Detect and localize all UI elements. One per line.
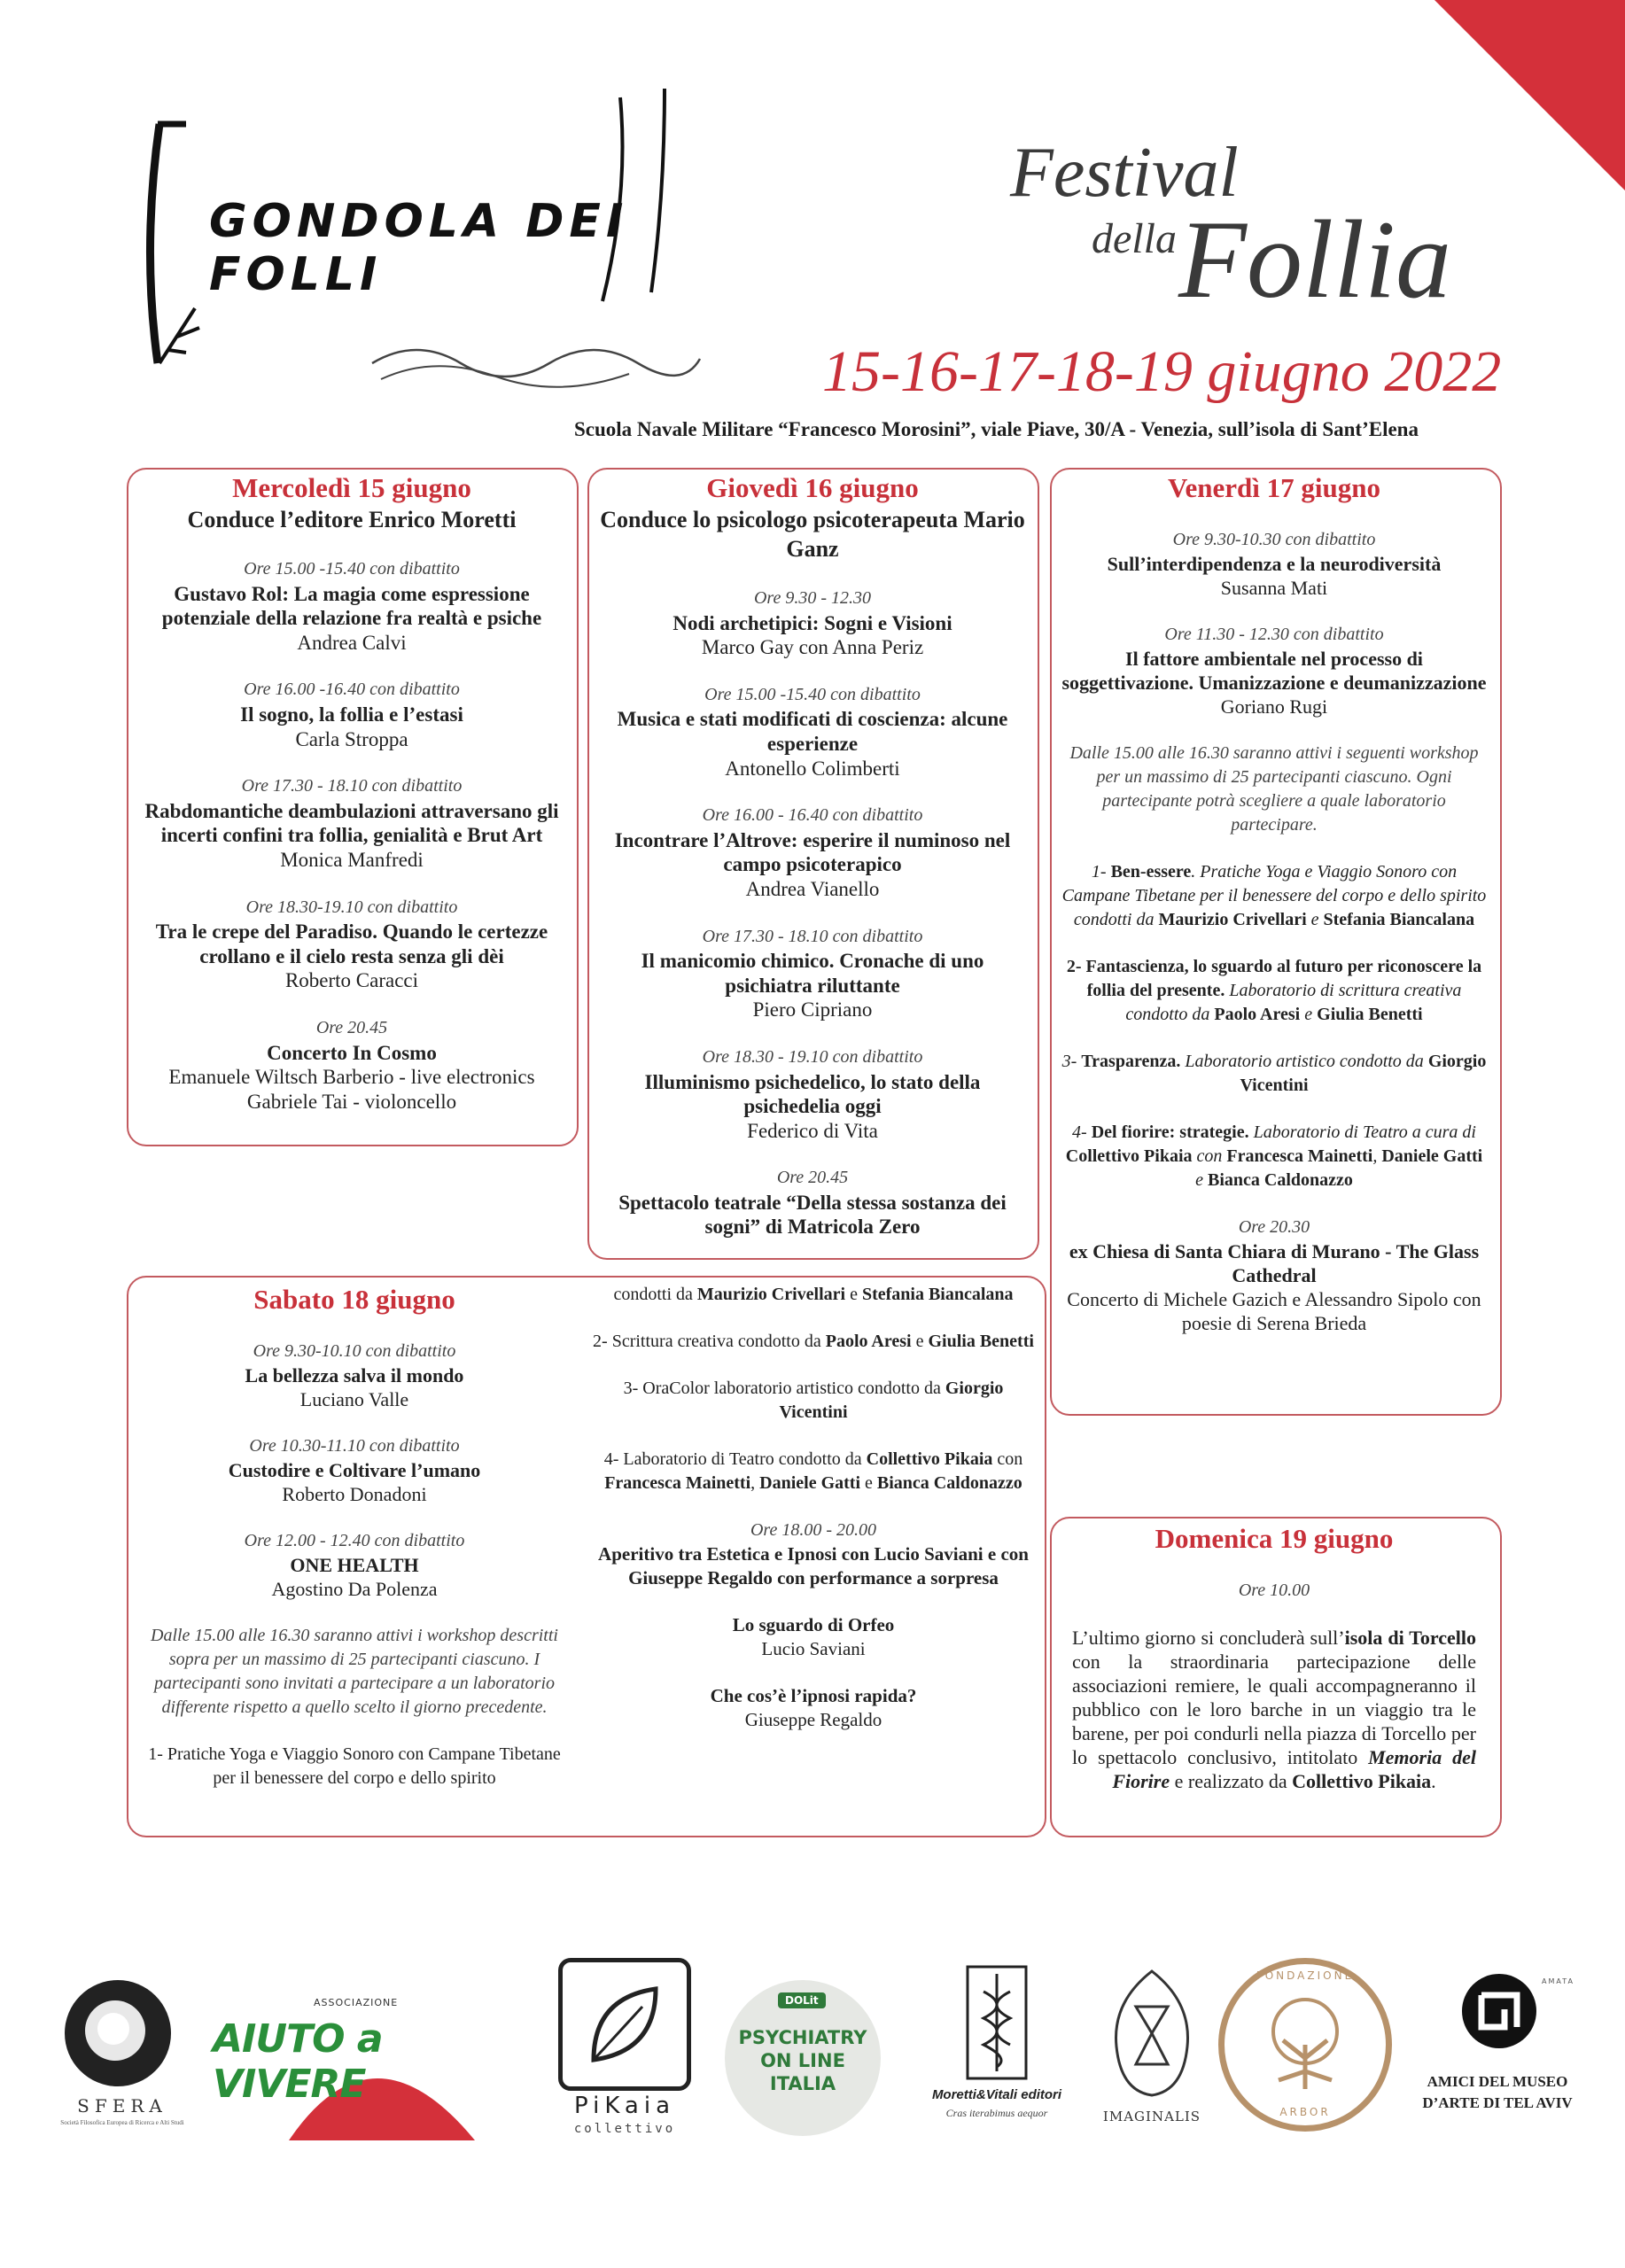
event-time: Ore 9.30-10.10 con dibattito [253,1341,456,1361]
closing-description: L’ultimo giorno si concluderà sull’isola di Torcello con la straordinaria partecipazione delle associazioni remiere, le quali accompagneranno il pubblico con le loro barche in un viaggio tra le barene, per poi condurli nella piazza di Torcello per lo spettacolo conclusivo, intitolato Memoria del Fiorire e realizzato da Collettivo Pikaia. [1072,1627,1476,1792]
saturday-column-left [142,1283,567,1790]
imaginalis-logo: IMAGINALIS [1099,1967,1205,2144]
corner-triangle [1435,0,1625,190]
host: Conduce lo psicologo psicoterapeuta Mario Ganz [600,507,1025,562]
event-title: Gustavo Rol: La magia come espressione potenziale della relazione fra realtà e psiche [161,582,542,630]
event-title: Concerto In Cosmo [267,1041,437,1064]
signature-icon [363,337,709,390]
caduceus-icon [966,1965,1028,2080]
day-title: Giovedì 16 giugno [706,472,919,503]
friday-column [1061,471,1488,1335]
event-title: Rabdomantiche deambulazioni attraversano gli incerti confini tra follia, genialità e Brut Art [144,799,559,847]
event-title: ONE HEALTH [290,1554,419,1576]
event-time: Ore 11.30 - 12.30 con dibattito [1164,625,1384,644]
event-title: Sull’interdipendenza e la neurodiversità [1107,553,1442,575]
event-time: Ore 20.30 [1238,1217,1310,1237]
amici-mark-icon [1462,1974,1536,2048]
event-speaker: Susanna Mati [1220,577,1328,599]
logo-wordmark: GONDOLA DEI FOLLI [209,195,629,301]
festival-dates: 15-16-17-18-19 giugno 2022 [822,339,1502,404]
amici-museo-logo: AMATA AMICI DEL MUSEO D’ARTE DI TEL AVIV [1409,1974,1586,2142]
event-time: Ore 16.00 -16.40 con dibattito [244,680,460,700]
festival-venue: Scuola Navale Militare “Francesco Morosini”, viale Piave, 30/A - Venezia, sull’isola di Sant’Elena [574,418,1419,440]
event-title: ex Chiesa di Santa Chiara di Murano - The Glass Cathedral [1069,1240,1480,1286]
workshop-3: 3- OraColor laboratorio artistico condotto da Giorgio Vicentini [623,1379,1004,1422]
event-title: Il fattore ambientale nel processo di soggettivazione. Umanizzazione e deumanizzazione [1061,648,1487,694]
host: Conduce l’editore Enrico Moretti [187,507,517,532]
aiuto-a-vivere-logo: ASSOCIAZIONE AIUTO a VIVERE [209,1963,537,2140]
workshop-4: 4- Laboratorio di Teatro condotto da Collettivo Pikaia con Francesca Mainetti, Daniele Gatti e Bianca Caldonazzo [603,1449,1023,1493]
event-time: Ore 18.30-19.10 con dibattito [245,897,458,917]
event-title: Lo sguardo di Orfeo [732,1614,895,1635]
event-time: Ore 10.30-11.10 con dibattito [249,1436,460,1456]
event-time: Ore 17.30 - 18.10 con dibattito [241,776,463,796]
event-speaker: Carla Stroppa [295,727,408,750]
workshop-intro: Dalle 15.00 alle 16.30 saranno attivi i seguenti workshop per un massimo di 25 partecipanti ciascuno. Ogni partecipante potrà scegliere a quale laboratorio partecipare. [1069,743,1479,835]
event-time: Ore 9.30-10.30 con dibattito [1172,530,1376,549]
event-title: Il sogno, la follia e l’estasi [240,703,463,726]
tree-icon [1252,1996,1358,2093]
wednesday-column [137,471,566,1114]
workshop-1-cont: condotti da Maurizio Crivellari e Stefania Biancalana [613,1285,1014,1304]
sfera-sphere-icon [51,1976,184,2091]
event-speaker: Roberto Donadoni [282,1483,427,1505]
day-title: Venerdì 17 giugno [1167,472,1380,503]
workshop-1: 1- Pratiche Yoga e Viaggio Sonoro con Campane Tibetane per il benessere del corpo e dello spirito [148,1744,561,1788]
event-time: Ore 20.45 [776,1168,849,1188]
day-title: Domenica 19 giugno [1155,1523,1394,1554]
event-time: Ore 12.00 - 12.40 con dibattito [244,1531,465,1550]
psychiatry-online-logo: DOLit PSYCHIATRY ON LINE ITALIA [725,1980,881,2136]
event-time: Ore 18.00 - 20.00 [750,1520,877,1540]
event-speaker: Monica Manfredi [280,848,424,871]
sunday-column [1072,1522,1476,1793]
event-performer: Emanuele Wiltsch Barberio - live electronics [168,1066,535,1089]
event-time: Ore 17.30 - 18.10 con dibattito [702,926,923,946]
event-speaker: Antonello Colimberti [725,757,900,780]
event-speaker: Federico di Vita [747,1119,878,1142]
event-title: Nodi archetipici: Sogni e Visioni [673,611,952,634]
pikaia-logo: PiKaia collettivo [558,1958,691,2135]
event-title: Il manicomio chimico. Cronache di uno psichiatra riluttante [641,950,984,997]
event-speaker: Lucio Saviani [761,1638,866,1659]
event-performer: Gabriele Tai - violoncello [246,1090,457,1113]
festival-title-2: della [1092,215,1177,262]
event-title: Spettacolo teatrale “Della stessa sostanza dei sogni” di Matricola Zero [618,1191,1007,1239]
day-title: Mercoledì 15 giugno [232,472,471,503]
event-speaker: Goriano Rugi [1220,695,1328,718]
event-speaker: Agostino Da Polenza [271,1578,438,1600]
event-time: Ore 15.00 -15.40 con dibattito [244,559,460,579]
event-speaker: Piero Cipriano [752,998,873,1021]
pikaia-leaf-frame [558,1958,691,2091]
event-time: Ore 16.00 - 16.40 con dibattito [702,805,923,826]
event-title: Aperitivo tra Estetica e Ipnosi con Lucio Saviani e con Giuseppe Regaldo con performance a sorpresa [598,1543,1029,1588]
workshop-2: 2- Fantascienza, lo sguardo al futuro per riconoscere la follia del presente. Laboratorio di scrittura creativa condotto da Paolo Aresi e Giulia Benetti [1066,957,1482,1024]
event-title: La bellezza salva il mondo [245,1364,464,1386]
festival-title-1: Festival [1010,134,1239,212]
event-speaker: Roberto Caracci [284,969,419,992]
thursday-column [598,471,1027,1239]
fondazione-arbor-logo: FONDAZIONE ARBOR [1218,1958,1392,2132]
event-time: Ore 10.00 [1238,1581,1310,1600]
event-title: Illuminismo psichedelico, lo stato della psichedelia oggi [644,1070,981,1118]
event-speaker: Giuseppe Regaldo [744,1709,882,1730]
event-speaker: Andrea Calvi [297,631,407,654]
gondola-logo [133,71,700,390]
saturday-column-right [588,1283,1038,1732]
event-title: Custodire e Coltivare l’umano [228,1459,481,1481]
event-time: Ore 20.45 [315,1017,388,1037]
event-speaker: Andrea Vianello [745,877,880,900]
event-title: Musica e stati modificati di coscienza: alcune esperienze [617,708,1008,755]
workshop-1: 1- Ben-essere. Pratiche Yoga e Viaggio Sonoro con Campane Tibetane per il benessere del corpo e dello spirito condotti da Maurizio Crivellari e Stefania Biancalana [1061,862,1487,929]
event-speaker: Luciano Valle [299,1388,409,1410]
workshop-intro: Dalle 15.00 alle 16.30 saranno attivi i workshop descritti sopra per un massimo di 25 partecipanti ciascuno. I partecipanti sono invitati a partecipare a un laboratorio differente rispetto a quello scelto il giorno precedente. [151,1626,558,1717]
festival-title-3: Follia [1178,198,1451,322]
hourglass-icon [1108,1967,1196,2100]
sfera-logo: SFERA Società Filosofica Europea di Ricerca e Alti Studi [43,1976,193,2135]
foundation-signature [363,337,709,397]
event-time: Ore 9.30 - 12.30 [753,588,872,608]
leaf-icon [571,1971,678,2078]
event-time: Ore 15.00 -15.40 con dibattito [704,684,921,704]
workshop-2: 2- Scrittura creativa condotto da Paolo Aresi e Giulia Benetti [593,1332,1034,1351]
event-title: Tra le crepe del Paradiso. Quando le certezze crollano e il cielo resta senza gli dèi [155,920,548,967]
event-title: Che cos’è l’ipnosi rapida? [710,1685,917,1706]
event-title: Incontrare l’Altrove: esperire il numinoso nel campo psicoterapico [614,828,1011,876]
event-time: Ore 18.30 - 19.10 con dibattito [702,1046,923,1067]
sponsor-logos [0,1931,1625,2153]
workshop-3: 3- Trasparenza. Laboratorio artistico condotto da Giorgio Vicentini [1061,1052,1487,1095]
moretti-vitali-logo: Moretti&Vitali editori Cras iterabimus aequor [917,1965,1077,2142]
day-title: Sabato 18 giugno [253,1284,455,1315]
workshop-4: 4- Del fiorire: strategie. Laboratorio di Teatro a cura di Collettivo Pikaia con Francesca Mainetti, Daniele Gatti e Bianca Caldonazzo [1065,1122,1483,1190]
event-description: Concerto di Michele Gazich e Alessandro Sipolo con poesie di Serena Brieda [1067,1288,1481,1334]
event-speaker: Marco Gay con Anna Periz [701,636,924,659]
